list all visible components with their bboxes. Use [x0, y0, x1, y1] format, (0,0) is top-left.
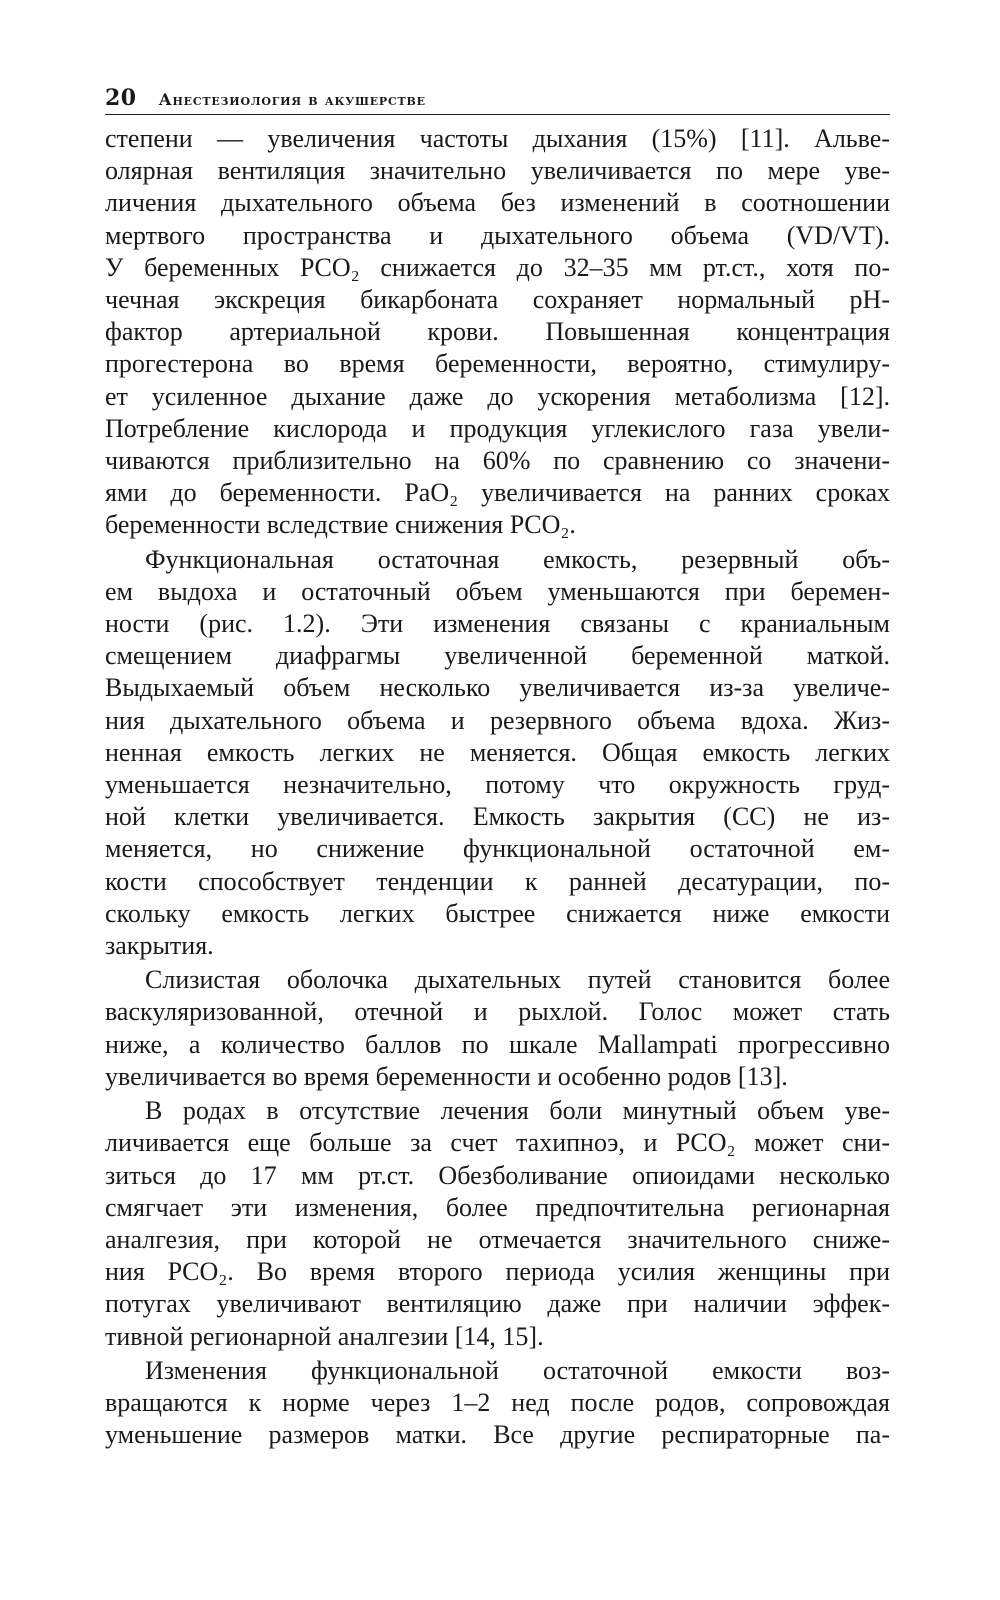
text-line: У беременных PCO₂ снижается до 32–35 мм рт.ст., хотя по-	[105, 252, 890, 282]
text-line: васкуляризованной, отечной и рыхлой. Голос может стать	[105, 997, 890, 1027]
text-line: ет усиленное дыхание даже до ускорения метаболизма [12].	[105, 381, 890, 411]
text-line: личивается еще больше за счет тахипноэ, и PCO₂ может сни-	[105, 1128, 890, 1158]
text-line: ния PCO₂. Во время второго периода усилия женщины при	[105, 1257, 890, 1287]
text-line: чиваются приблизительно на 60% по сравнению со значени-	[105, 446, 890, 476]
paragraph-5	[105, 1355, 890, 1452]
text-line: смещением диафрагмы увеличенной беременной маткой.	[105, 641, 890, 671]
text-line: степени — увеличения частоты дыхания (15%) [11]. Альве-	[105, 124, 890, 153]
text-line: Изменения функциональной остаточной емкости воз-	[145, 1355, 890, 1385]
text-line: кости способствует тенденции к ранней десатурации, по-	[105, 866, 890, 896]
text-line: смягчает эти изменения, более предпочтительна регионарная	[105, 1192, 890, 1222]
text-line: фактор артериальной крови. Повышенная концентрация	[105, 317, 890, 347]
text-line: Функциональная остаточная емкость, резервный объ-	[145, 544, 890, 574]
text-line: уменьшение размеров матки. Все другие респираторные па-	[105, 1420, 890, 1450]
paragraph-1	[105, 123, 890, 542]
text-line: ненная емкость легких не меняется. Общая емкость легких	[105, 737, 890, 767]
book-page	[105, 85, 890, 1451]
text-line: скольку емкость легких быстрее снижается ниже емкости	[105, 898, 890, 928]
text-line: Слизистая оболочка дыхательных путей становится более	[145, 965, 890, 995]
text-line: аналгезия, при которой не отмечается значительного сниже-	[105, 1224, 890, 1254]
text-line: ями до беременности. PaO₂ увеличивается на ранних сроках	[105, 478, 890, 508]
text-line: ния дыхательного объема и резервного объема вдоха. Жиз-	[105, 705, 890, 735]
text-line: олярная вентиляция значительно увеличивается по мере уве-	[105, 156, 890, 186]
text-line: тивной регионарной аналгезии [14, 15].	[105, 1321, 544, 1351]
body-text	[105, 123, 890, 1451]
page-number: 20	[105, 85, 137, 111]
paragraph-3	[105, 964, 890, 1093]
text-line: мертвого пространства и дыхательного объема (VD/VT).	[105, 220, 890, 250]
text-line: потугах увеличивают вентиляцию даже при наличии эффек-	[105, 1289, 890, 1319]
text-line: прогестерона во время беременности, вероятно, стимулиру-	[105, 349, 890, 379]
text-line: Выдыхаемый объем несколько увеличивается из-за увеличе-	[105, 673, 890, 703]
text-line: ниже, а количество баллов по шкале Mallampati прогрессивно	[105, 1029, 890, 1059]
text-line: увеличивается во время беременности и особенно родов [13].	[105, 1061, 788, 1091]
text-line: Потребление кислорода и продукция углекислого газа увели-	[105, 413, 890, 443]
text-line: уменьшается незначительно, потому что окружность груд-	[105, 770, 890, 800]
text-line: зиться до 17 мм рт.ст. Обезболивание опиоидами несколько	[105, 1160, 890, 1190]
text-line: вращаются к норме через 1–2 нед после родов, сопровождая	[105, 1387, 890, 1417]
text-line: беременности вследствие снижения PCO₂.	[105, 510, 576, 540]
running-head	[105, 85, 890, 115]
book-title: Анестезиология в акушерстве	[158, 90, 426, 109]
text-line: чечная экскреция бикарбоната сохраняет нормальный pH-	[105, 285, 890, 315]
text-line: ности (рис. 1.2). Эти изменения связаны с краниальным	[105, 609, 890, 639]
paragraph-4	[105, 1095, 890, 1353]
text-line: В родах в отсутствие лечения боли минутный объем уве-	[145, 1096, 890, 1126]
text-line: закрытия.	[105, 931, 214, 961]
text-line: личения дыхательного объема без изменений в соотношении	[105, 188, 890, 218]
text-line: ем выдоха и остаточный объем уменьшаются при беремен-	[105, 576, 890, 606]
text-line: меняется, но снижение функциональной остаточной ем-	[105, 834, 890, 864]
text-line: ной клетки увеличивается. Емкость закрытия (CC) не из-	[105, 802, 890, 832]
paragraph-2	[105, 544, 890, 963]
